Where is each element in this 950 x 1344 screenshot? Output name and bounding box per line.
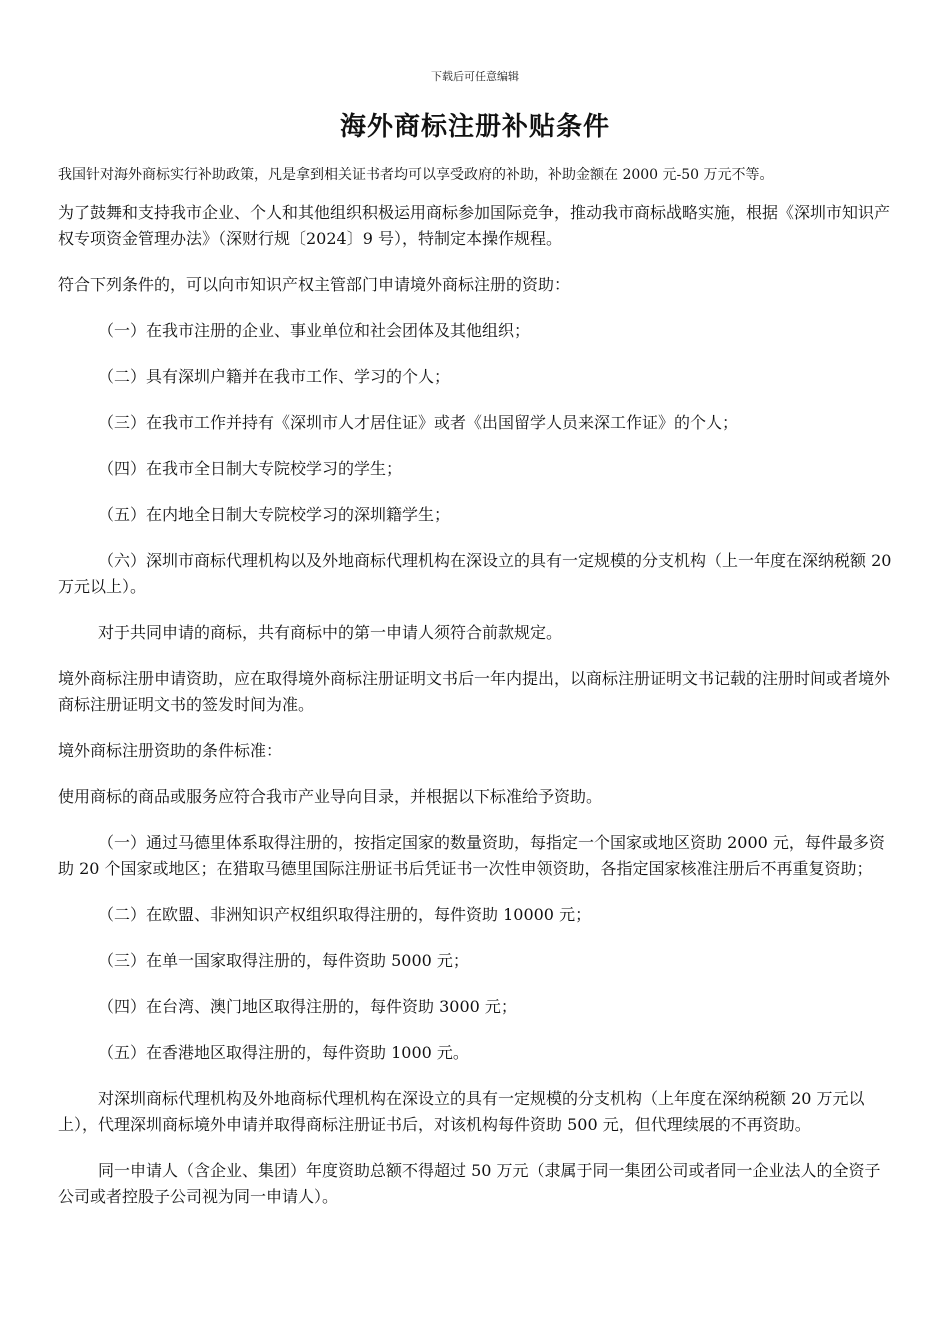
paragraph-application-deadline: 境外商标注册申请资助，应在取得境外商标注册证明文书后一年内提出，以商标注册证明文书记载的注册时间或者境外商标注册证明文书的签发时间为准。: [58, 669, 891, 714]
standard-item-2: （二）在欧盟、非洲知识产权组织取得注册的，每件资助 10000 元；: [98, 905, 592, 924]
paragraph-standards-heading: 境外商标注册资助的条件标准：: [58, 741, 283, 760]
standard-item-5: （五）在香港地区取得注册的，每件资助 1000 元。: [98, 1043, 469, 1062]
paragraph-standards-intro: 使用商标的商品或服务应符合我市产业导向目录，并根据以下标准给予资助。: [58, 787, 603, 806]
standard-item-3: （三）在单一国家取得注册的，每件资助 5000 元；: [98, 951, 469, 970]
document-title: 海外商标注册补贴条件: [339, 112, 610, 142]
intro-paragraph: 我国针对海外商标实行补助政策，凡是拿到相关证书者均可以享受政府的补助，补助金额在 2000 元-50 万元不等。: [58, 167, 774, 183]
document-body: [58, 200, 892, 1230]
paragraph-agency-subsidy: 对深圳商标代理机构及外地商标代理机构在深设立的具有一定规模的分支机构（上年度在深纳税额 20 万元以上），代理深圳商标境外申请并取得商标注册证书后，对该机构每件资助 500 元，但代理续展的不再资助。: [58, 1089, 865, 1134]
eligibility-item-5: （五）在内地全日制大专院校学习的深圳籍学生；: [98, 505, 451, 524]
standard-item-1: （一）通过马德里体系取得注册的，按指定国家的数量资助，每指定一个国家或地区资助 2000 元，每件最多资助 20 个国家或地区；在猎取马德里国际注册证书后凭证书一次性申领资助，各指定国家核准注册后不再重复资助；: [58, 833, 885, 878]
standard-item-4: （四）在台湾、澳门地区取得注册的，每件资助 3000 元；: [98, 997, 517, 1016]
paragraph-purpose: 为了鼓舞和支持我市企业、个人和其他组织积极运用商标参加国际竞争，推动我市商标战略实施，根据《深圳市知识产权专项资金管理办法》（深财行规〔2024〕9 号），特制定本操作规程。: [58, 203, 891, 248]
eligibility-item-2: （二）具有深圳户籍并在我市工作、学习的个人；: [98, 367, 451, 386]
paragraph-joint-application: 对于共同申请的商标，共有商标中的第一申请人须符合前款规定。: [98, 623, 563, 642]
eligibility-item-4: （四）在我市全日制大专院校学习的学生；: [98, 459, 403, 478]
eligibility-item-6: （六）深圳市商标代理机构以及外地商标代理机构在深设立的具有一定规模的分支机构（上一年度在深纳税额 20 万元以上）。: [58, 551, 892, 596]
header-note: 下载后可任意编辑: [431, 70, 519, 83]
paragraph-eligibility-intro: 符合下列条件的，可以向市知识产权主管部门申请境外商标注册的资助：: [58, 275, 571, 294]
eligibility-item-1: （一）在我市注册的企业、事业单位和社会团体及其他组织；: [98, 321, 531, 340]
eligibility-item-3: （三）在我市工作并持有《深圳市人才居住证》或者《出国留学人员来深工作证》的个人；: [98, 413, 739, 432]
paragraph-annual-cap: 同一申请人（含企业、集团）年度资助总额不得超过 50 万元（隶属于同一集团公司或者同一企业法人的全资子公司或者控股子公司视为同一申请人）。: [58, 1161, 881, 1206]
